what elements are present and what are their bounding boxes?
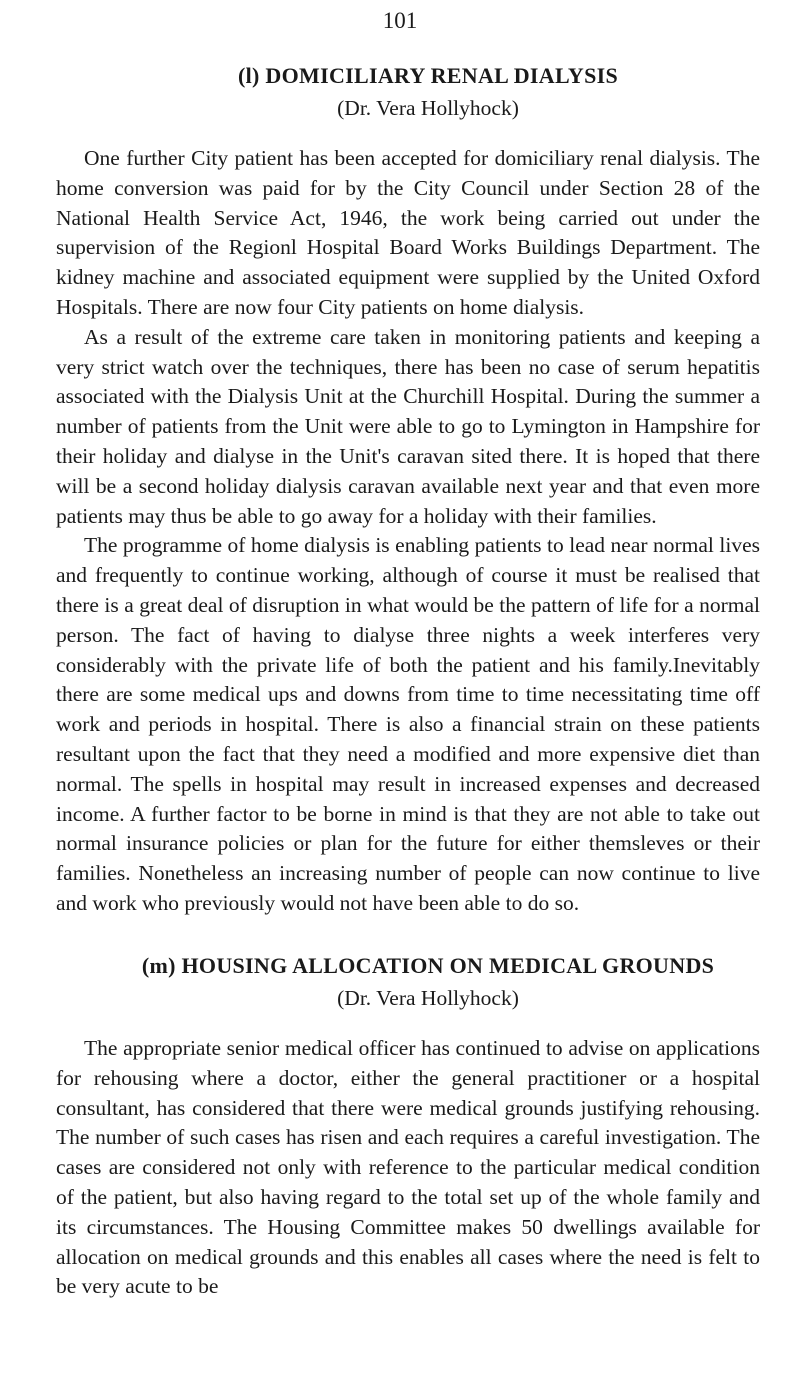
section-author: (Dr. Vera Hollyhock) <box>337 96 519 120</box>
section-domiciliary-renal-dialysis <box>56 60 760 919</box>
section-heading: (l) DOMICILIARY RENAL DIALYSIS <box>237 63 619 88</box>
section-author: (Dr. Vera Hollyhock) <box>337 986 519 1010</box>
section-heading: (m) HOUSING ALLOCATION ON MEDICAL GROUNDS <box>141 953 715 978</box>
paragraph: One further City patient has been accepted for domiciliary renal dialysis. The home conversion was paid for by the City Council under Section 28 of the National Health Service Act, 1946, the work being carried out under the supervision of the Regionl Hospital Board Works Buildings Department. The kidney machine and associated equipment were supplied by the United Oxford Hospitals. There are now four City patients on home dialysis. <box>56 146 760 319</box>
paragraph: The appropriate senior medical officer has continued to advise on applications for rehousing where a doctor, either the general practitioner or a hospital consultant, has considered that there were medical grounds justifying rehousing. The number of such cases has risen and each requires a careful investigation. The cases are considered not only with reference to the particular medical condition of the patient, but also having regard to the total set up of the whole family and its circumstances. The Housing Committee makes 50 dwellings available for allocation on medical grounds and this enables all cases where the need is felt to be very acute to be <box>56 1036 760 1299</box>
page-number: 101 <box>382 8 418 33</box>
paragraph: The programme of home dialysis is enabling patients to lead near normal lives and frequently to continue working, although of course it must be realised that there is a great deal of disruption in what would be the pattern of life for a normal person. The fact of having to dialyse three nights a week interferes very considerably with the private life of both the patient and his family.Inevitably there are some medical ups and downs from time to time necessitating time off work and periods in hospital. There is also a financial strain on these patients resultant upon the fact that they need a modified and more expensive diet than normal. The spells in hospital may result in increased expenses and decreased income. A further factor to be borne in mind is that they are not able to take out normal insurance policies or plan for the future for either themsleves or their families. Nonetheless an increasing number of people can now continue to live and work who previously would not have been able to do so. <box>56 533 760 915</box>
paragraph: As a result of the extreme care taken in monitoring patients and keeping a very strict watch over the techniques, there has been no case of serum hepatitis associated with the Dialysis Unit at the Churchill Hospital. During the summer a number of patients from the Unit were able to go to Lymington in Hampshire for their holiday and dialyse in the Unit's caravan sited there. It is hoped that there will be a second holiday dialysis caravan available next year and that even more patients may thus be able to go away for a holiday with their families. <box>56 324 760 528</box>
section-housing-allocation <box>56 950 760 1302</box>
